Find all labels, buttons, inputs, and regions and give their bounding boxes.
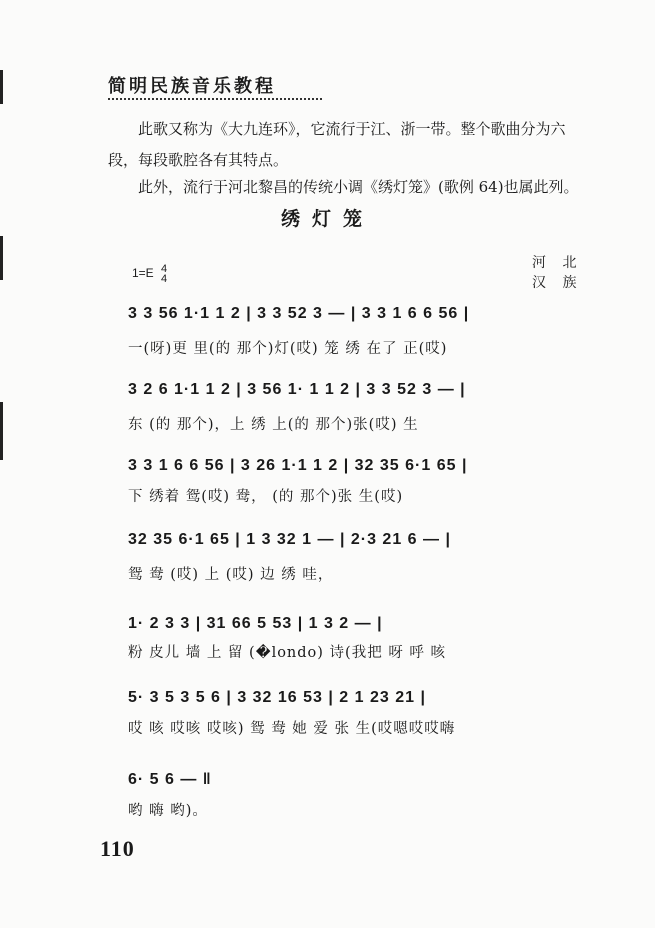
notation-text: 5· 3 5 3 5 6 | 3 32 16 53 | 2 1 23 21 | (128, 689, 426, 706)
notation-line (128, 766, 568, 794)
page-number: 110 (100, 836, 135, 861)
notation-line (128, 526, 568, 554)
margin-mark (0, 236, 3, 280)
notation-text: 3 2 6 1·1 1 2 | 3 56 1· 1 1 2 | 3 3 52 3 — | (128, 381, 466, 398)
notation-line (128, 610, 568, 638)
header-rule (108, 98, 322, 100)
notation-line (128, 300, 568, 328)
key-signature (132, 264, 167, 284)
notation-text: 32 35 6·1 65 | 1 3 32 1 — | 2·3 21 6 — | (128, 531, 451, 548)
paragraph-2: 此外，流行于河北黎昌的传统小调《绣灯笼》(歌例 64)也属此列。 (138, 178, 579, 196)
notation-line (128, 452, 568, 480)
time-top: 4 (161, 263, 168, 275)
origin-region: 河 北 (532, 255, 583, 271)
lyric-line: 下 绣着 鸳(哎) 鸯， (的 那个)张 生(哎) (128, 489, 404, 505)
lyric-line: 粉 皮儿 墙 上 留 (�londo) 诗(我把 呀 呼 咳 (128, 645, 447, 661)
lyric-line: 哟 嗨 哟)。 (128, 803, 208, 819)
lyric-line: 一(呀)更 里(的 那个)灯(哎) 笼 绣 在了 正(哎) (128, 341, 448, 357)
notation-text: 6· 5 6 — ‖ (128, 771, 212, 788)
notation-text: 3 3 56 1·1 1 2 | 3 3 52 3 — | 3 3 1 6 6 56 | (128, 305, 470, 322)
notation-line (128, 684, 568, 712)
margin-mark (0, 402, 3, 460)
time-signature (161, 264, 167, 284)
notation-text: 1· 2 3 3 | 31 66 5 53 | 1 3 2 — | (128, 615, 383, 632)
running-header: 简明民族音乐教程 (108, 76, 276, 97)
paragraph-1: 此歌又称为《大九连环》，它流行于江、浙一带。整个歌曲分为六段，每段歌腔各有其特点。 (108, 120, 566, 169)
origin-ethnicity: 汉 族 (532, 275, 583, 291)
time-bottom: 4 (161, 273, 168, 285)
notation-line (128, 376, 568, 404)
lyric-line: 鸳 鸯 (哎) 上 (哎) 边 绣 哇， (128, 567, 334, 583)
lyric-line: 哎 咳 哎咳 哎咳) 鸳 鸯 她 爱 张 生(哎嗯哎哎嗨 (128, 721, 456, 737)
lyric-line: 东 (的 那个)，上 绣 上(的 那个)张(哎) 生 (128, 417, 419, 433)
notation-text: 3 3 1 6 6 56 | 3 26 1·1 1 2 | 32 35 6·1 65 | (128, 457, 468, 474)
song-title: 绣灯笼 (280, 208, 374, 230)
key-label: 1=E (132, 266, 154, 281)
margin-mark (0, 70, 3, 104)
